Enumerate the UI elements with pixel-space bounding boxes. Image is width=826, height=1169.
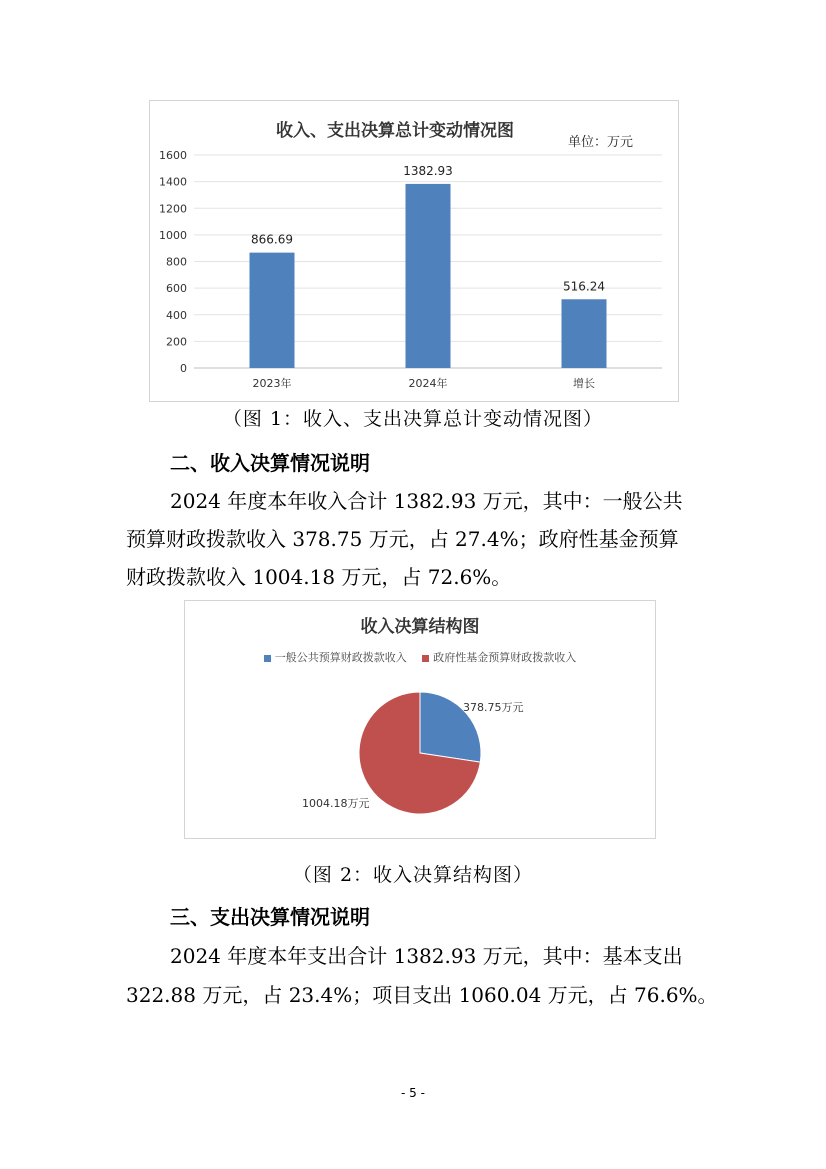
bar [562,299,607,368]
x-tick-label: 增长 [573,377,595,390]
legend-label: 政府性基金预算财政拨款收入 [433,651,577,664]
chart-title: 收入、支出决算总计变动情况图 [276,121,514,141]
section-3-heading: 三、支出决算情况说明 [170,905,370,929]
unit-label: 单位：万元 [568,135,634,150]
slice-label: 378.75万元 [463,701,524,714]
legend-label: 一般公共预算财政拨款收入 [274,651,407,664]
section-2-line-1: 2024 年度本年收入合计 1382.93 万元，其中：一般公共 [170,489,683,513]
section-3-line-2: 322.88 万元，占 23.4%；项目支出 1060.04 万元，占 76.6%。 [126,983,718,1007]
page-number: - 5 - [401,1086,425,1100]
x-tick-label: 2023年 [252,377,292,390]
y-tick-label: 0 [180,362,187,375]
slice-label: 1004.18万元 [302,797,370,810]
bar [250,253,295,368]
figure-1-caption: （图 1：收入、支出决算总计变动情况图） [222,408,604,430]
y-tick-label: 1400 [159,175,187,189]
y-tick-label: 1200 [159,202,187,216]
bar-plot [150,101,678,401]
data-label: 866.69 [251,232,293,247]
figure-2-caption: （图 2：收入决算结构图） [292,864,534,886]
y-tick-label: 400 [166,308,187,322]
y-tick-label: 800 [166,255,187,269]
section-3-line-1: 2024 年度本年支出合计 1382.93 万元，其中：基本支出 [170,944,683,968]
data-label: 1382.93 [403,163,453,178]
y-tick-label: 600 [166,282,187,296]
pie-chart [184,600,656,839]
pie-plot [185,601,655,838]
x-tick-label: 2024年 [408,377,448,390]
section-2-line-2: 预算财政拨款收入 378.75 万元，占 27.4%；政府性基金预算 [126,527,679,551]
section-2-heading: 二、收入决算情况说明 [170,451,370,475]
y-tick-label: 200 [166,335,187,349]
bar-chart [149,100,679,402]
data-label: 516.24 [563,279,605,294]
bar [406,184,451,368]
section-2-line-3: 财政拨款收入 1004.18 万元，占 72.6%。 [126,565,512,589]
y-tick-label: 1600 [159,149,187,162]
chart-title: 收入决算结构图 [360,617,480,637]
y-tick-label: 1000 [159,228,187,242]
